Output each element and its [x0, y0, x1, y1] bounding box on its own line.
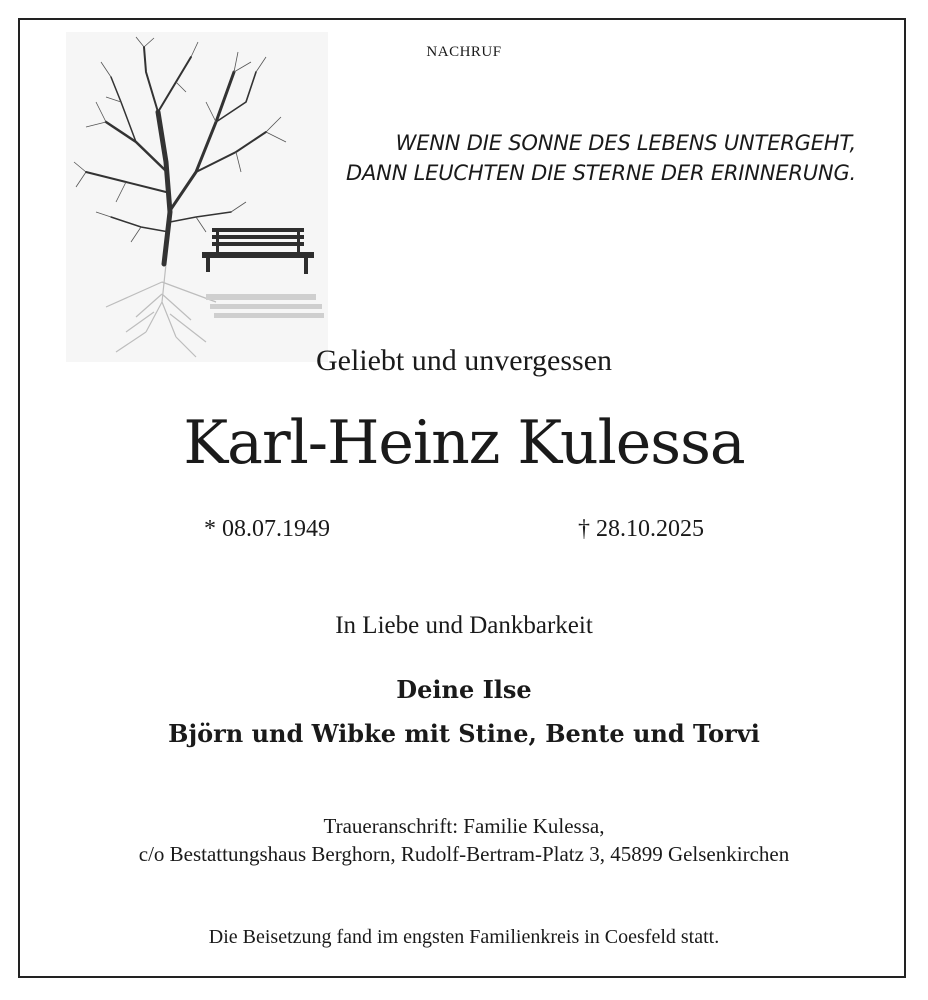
- birth-date: * 08.07.1949: [204, 516, 330, 542]
- intro-text: Geliebt und unvergessen: [315, 344, 613, 377]
- quote-line-2: DANN LEUCHTEN DIE STERNE DER ERINNERUNG.: [346, 161, 856, 185]
- deceased-name: Karl-Heinz Kulessa: [183, 408, 745, 478]
- thanks-text: In Liebe und Dankbarkeit: [335, 612, 593, 639]
- signer-line-1: Deine Ilse: [396, 675, 532, 704]
- memorial-quote: [346, 128, 856, 188]
- signers: [0, 668, 928, 756]
- tree-bench-icon: [66, 32, 328, 362]
- signer-line-2: Björn und Wibke mit Stine, Bente und Torvi: [168, 719, 760, 748]
- death-date: † 28.10.2025: [578, 516, 704, 542]
- address-line-1: Traueranschrift: Familie Kulessa,: [323, 814, 605, 838]
- address-line-2: c/o Bestattungshaus Berghorn, Rudolf-Bertram-Platz 3, 45899 Gelsenkirchen: [138, 842, 790, 866]
- burial-note: Die Beisetzung fand im engsten Familienkreis in Coesfeld statt.: [208, 926, 720, 948]
- notice-header: NACHRUF: [426, 44, 502, 60]
- mourning-address: [0, 812, 928, 868]
- quote-line-1: WENN DIE SONNE DES LEBENS UNTERGEHT,: [395, 131, 856, 155]
